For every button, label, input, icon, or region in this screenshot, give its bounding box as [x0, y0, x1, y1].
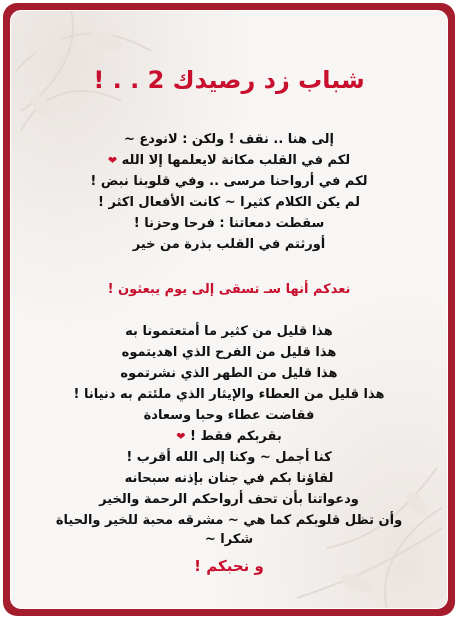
- text-line: هذا قليل من الطهر الذي نشرتموه: [120, 366, 338, 381]
- page-title: شباب زد رصيدك 2 . . !: [93, 66, 365, 94]
- text-line: هذا قليل من العطاء والإيثار الذي ملئتم به دنيانا !: [73, 387, 385, 402]
- letter-content: [11, 11, 447, 608]
- text-line: [23, 153, 435, 168]
- text-line: لكم في أرواحنا مرسى .. وفي قلوبنا نبض !: [90, 174, 368, 189]
- text-line: لم يكن الكلام كثيرا ~ كانت الأفعال اكثر !: [98, 195, 360, 210]
- text-line: أورثتم في القلب بذرة من خير: [132, 237, 326, 252]
- text-line: هذا قليل من كثير ما أمتعتمونا به: [125, 324, 333, 339]
- card-background: [10, 10, 448, 609]
- text-line: إلى هنا .. نقف ! ولكن : لانودع ~: [124, 132, 334, 147]
- text-line: هذا قليل من الفرح الذي اهديتموه: [121, 345, 337, 360]
- heart-icon: ❤: [176, 430, 186, 443]
- closing-line: و نحبكم !: [194, 557, 264, 575]
- text-line-content: لكم في القلب مكانة لايعلمها إلا الله: [121, 153, 351, 168]
- text-line: شكرا ~: [204, 532, 254, 547]
- text-line: سقطت دمعاتنا : فرحا وحزنا !: [133, 216, 325, 231]
- promise-line: نعدكم أنها سـ تسقى إلى يوم يبعثون !: [107, 282, 351, 297]
- card-frame: [3, 3, 455, 616]
- text-line: فقاضت عطاء وحبا وسعادة: [143, 408, 315, 423]
- heart-icon: ❤: [107, 154, 118, 167]
- text-line: وأن تظل قلوبكم كما هي ~ مشرقه محبة للخير والحياة: [55, 513, 403, 528]
- text-line: لقاؤنا بكم في جنان بإذنه سبحانه: [124, 471, 334, 486]
- text-line: ودعواتنا بأن تحف أرواحكم الرحمة والخير: [99, 492, 359, 507]
- text-line-content: بقربكم فقط !: [190, 429, 282, 444]
- text-line: [23, 429, 435, 444]
- text-line: كنا أجمل ~ وكنا إلى الله أقرب !: [126, 450, 332, 465]
